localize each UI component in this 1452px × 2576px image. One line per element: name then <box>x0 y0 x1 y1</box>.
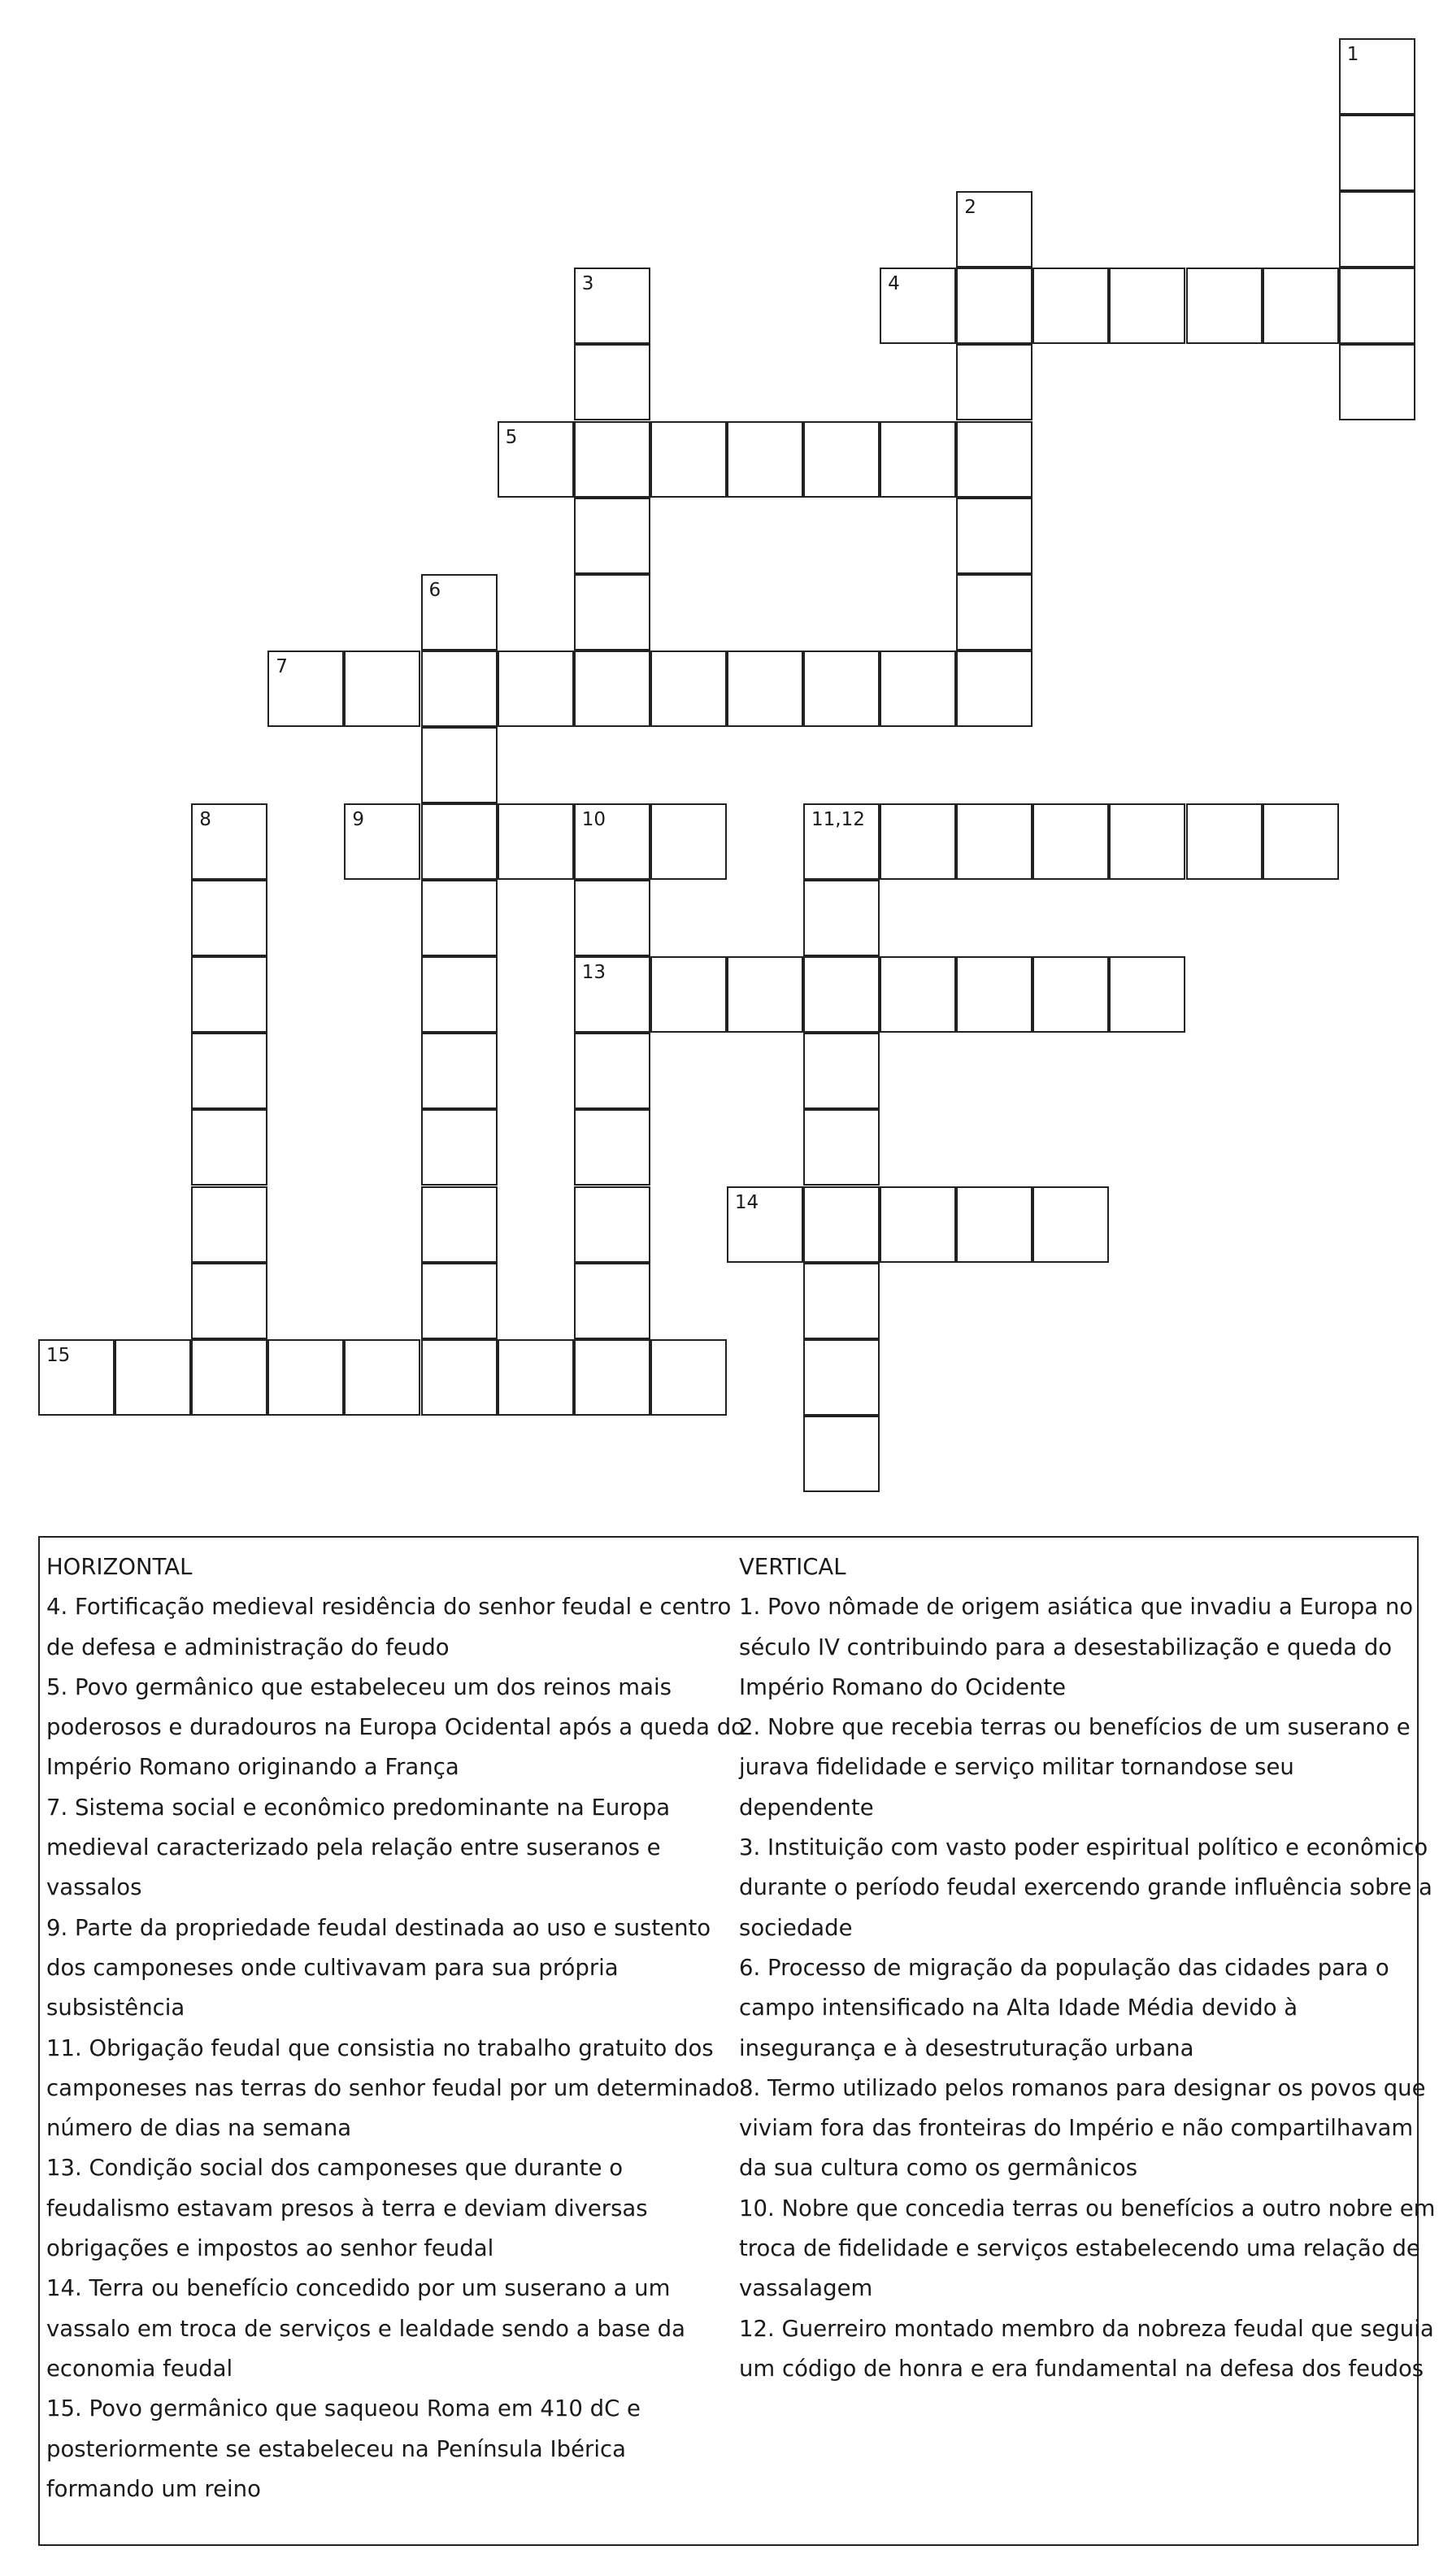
grid-cell[interactable] <box>1109 956 1185 1033</box>
grid-cell[interactable] <box>803 421 880 498</box>
grid-cell[interactable] <box>727 956 803 1033</box>
vertical-clue-line: dependente <box>739 1794 874 1821</box>
grid-cell[interactable] <box>650 651 727 727</box>
grid-cell[interactable] <box>803 1263 880 1339</box>
horizontal-clue-line: 14. Terra ou benefício concedido por um suserano a um <box>46 2275 671 2302</box>
grid-cell[interactable] <box>421 1339 498 1416</box>
clue-number: 9 <box>352 809 365 830</box>
vertical-clue-line: 1. Povo nômade de origem asiática que invadiu a Europa no <box>739 1594 1414 1621</box>
grid-cell[interactable] <box>650 803 727 880</box>
grid-cell[interactable] <box>803 1339 880 1416</box>
grid-cell[interactable] <box>727 651 803 727</box>
vertical-clue-line: 12. Guerreiro montado membro da nobreza feudal que seguia <box>739 2315 1434 2342</box>
grid-cell[interactable] <box>421 1263 498 1339</box>
grid-cell[interactable] <box>498 651 574 727</box>
grid-cell[interactable] <box>191 1263 267 1339</box>
horizontal-clue-line: medieval caracterizado pela relação entre suseranos e <box>46 1834 661 1861</box>
horizontal-clue-line: 7. Sistema social e econômico predominante na Europa <box>46 1794 671 1821</box>
grid-cell[interactable] <box>421 1186 498 1263</box>
grid-cell[interactable] <box>574 421 650 498</box>
grid-cell[interactable] <box>956 498 1032 574</box>
grid-cell[interactable] <box>803 1416 880 1492</box>
grid-cell[interactable] <box>880 268 956 344</box>
grid-cell[interactable] <box>38 1339 115 1416</box>
grid-cell[interactable] <box>191 1109 267 1186</box>
clue-number: 5 <box>505 426 518 448</box>
horizontal-heading: HORIZONTAL <box>46 1554 193 1580</box>
clue-number: 6 <box>428 579 441 601</box>
vertical-clue-line: durante o período feudal exercendo grande influência sobre a <box>739 1874 1432 1901</box>
grid-cell[interactable] <box>344 651 420 727</box>
grid-cell[interactable] <box>1109 268 1185 344</box>
vertical-clue-line: da sua cultura como os germânicos <box>739 2155 1138 2182</box>
clue-number: 14 <box>734 1191 759 1213</box>
grid-cell[interactable] <box>498 803 574 880</box>
clue-number: 7 <box>276 655 288 677</box>
grid-cell[interactable] <box>115 1339 191 1416</box>
grid-cell[interactable] <box>574 1033 650 1109</box>
horizontal-clue-line: economia feudal <box>46 2355 233 2382</box>
horizontal-clue-line: subsistência <box>46 1995 185 2021</box>
grid-cell[interactable] <box>1186 268 1263 344</box>
vertical-clue-line: 2. Nobre que recebia terras ou benefícios de um suserano e <box>739 1714 1411 1741</box>
clue-number: 1 <box>1346 44 1359 65</box>
grid-cell[interactable] <box>191 880 267 956</box>
grid-cell[interactable] <box>574 268 650 344</box>
grid-cell[interactable] <box>956 651 1032 727</box>
grid-cell[interactable] <box>191 1339 267 1416</box>
grid-cell[interactable] <box>803 1033 880 1109</box>
grid-cell[interactable] <box>880 1186 956 1263</box>
grid-cell[interactable] <box>1032 268 1109 344</box>
grid-cell[interactable] <box>191 1033 267 1109</box>
grid-cell[interactable] <box>1339 268 1415 344</box>
horizontal-clue-line: 9. Parte da propriedade feudal destinada ao uso e sustento <box>46 1914 711 1941</box>
grid-cell[interactable] <box>650 421 727 498</box>
horizontal-clue-line: posteriormente se estabeleceu na Península Ibérica <box>46 2435 626 2462</box>
grid-cell[interactable] <box>421 956 498 1033</box>
vertical-clue-line: viviam fora das fronteiras do Império e não compartilhavam <box>739 2115 1414 2142</box>
grid-cell[interactable] <box>574 880 650 956</box>
grid-cell[interactable] <box>574 498 650 574</box>
grid-cell[interactable] <box>574 1263 650 1339</box>
horizontal-clue-list <box>46 1587 745 2509</box>
horizontal-clue-line: número de dias na semana <box>46 2115 352 2142</box>
grid-cell[interactable] <box>880 421 956 498</box>
clue-number: 8 <box>199 809 211 830</box>
grid-cell[interactable] <box>803 651 880 727</box>
vertical-clue-line: Império Romano do Ocidente <box>739 1673 1067 1700</box>
horizontal-clue-line: de defesa e administração do feudo <box>46 1634 450 1660</box>
vertical-heading: VERTICAL <box>739 1554 846 1580</box>
grid-cell[interactable] <box>498 1339 574 1416</box>
grid-cell[interactable] <box>421 574 498 651</box>
clue-number: 2 <box>964 197 976 219</box>
grid-cell[interactable] <box>880 651 956 727</box>
vertical-clue-line: um código de honra e era fundamental na defesa dos feudos <box>739 2355 1424 2382</box>
grid-cell[interactable] <box>803 880 880 956</box>
horizontal-clue-line: 4. Fortificação medieval residência do senhor feudal e centro <box>46 1594 732 1621</box>
grid-cell[interactable] <box>803 1186 880 1263</box>
grid-cell[interactable] <box>1263 803 1339 880</box>
grid-cell[interactable] <box>803 803 880 880</box>
vertical-clue-line: jurava fidelidade e serviço militar tornandose seu <box>739 1754 1294 1781</box>
vertical-clues <box>739 1547 1436 2389</box>
horizontal-clue-line: poderosos e duradouros na Europa Ocidental após a queda do <box>46 1714 745 1741</box>
vertical-clue-line: troca de fidelidade e serviços estabelecendo uma relação de <box>739 2235 1420 2262</box>
horizontal-clue-line: vassalo em troca de serviços e lealdade sendo a base da <box>46 2315 685 2342</box>
grid-cell[interactable] <box>574 574 650 651</box>
vertical-clue-line: 10. Nobre que concedia terras ou benefícios a outro nobre em <box>739 2195 1436 2221</box>
grid-cell[interactable] <box>421 727 498 803</box>
clue-box <box>38 1536 1436 2546</box>
grid-cell[interactable] <box>267 651 344 727</box>
horizontal-clue-line: 15. Povo germânico que saqueou Roma em 410 dC e <box>46 2395 641 2422</box>
vertical-clue-line: 8. Termo utilizado pelos romanos para designar os povos que <box>739 2074 1426 2101</box>
grid-cell[interactable] <box>267 1339 344 1416</box>
grid-cell[interactable] <box>1339 38 1415 115</box>
grid-cell[interactable] <box>574 1109 650 1186</box>
grid-cell[interactable] <box>1032 1186 1109 1263</box>
grid-cell[interactable] <box>880 803 956 880</box>
horizontal-clue-line: formando um reino <box>46 2475 261 2502</box>
grid-cell[interactable] <box>1339 115 1415 191</box>
grid-cell[interactable] <box>421 803 498 880</box>
horizontal-clue-line: vassalos <box>46 1874 142 1901</box>
clue-number: 13 <box>581 962 606 984</box>
grid-cell[interactable] <box>574 1339 650 1416</box>
grid-cell[interactable] <box>956 268 1032 344</box>
grid-cell[interactable] <box>344 1339 420 1416</box>
vertical-clue-line: campo intensificado na Alta Idade Média devido à <box>739 1995 1298 2021</box>
grid-cell[interactable] <box>574 344 650 420</box>
grid-cell[interactable] <box>1263 268 1339 344</box>
horizontal-clue-line: obrigações e impostos ao senhor feudal <box>46 2235 494 2262</box>
grid-cell[interactable] <box>1186 803 1263 880</box>
horizontal-clue-line: 11. Obrigação feudal que consistia no trabalho gratuito dos <box>46 2034 714 2061</box>
grid-cell[interactable] <box>191 803 267 880</box>
grid-cell[interactable] <box>421 880 498 956</box>
grid-cell[interactable] <box>574 651 650 727</box>
horizontal-clue-line: feudalismo estavam presos à terra e deviam diversas <box>46 2195 648 2221</box>
vertical-clue-line: século IV contribuindo para a desestabilização e queda do <box>739 1634 1393 1660</box>
grid-cell[interactable] <box>421 1109 498 1186</box>
grid-cell[interactable] <box>1339 344 1415 420</box>
grid-cell[interactable] <box>1032 803 1109 880</box>
grid-cell[interactable] <box>803 956 880 1033</box>
horizontal-clue-line: Império Romano originando a França <box>46 1754 459 1781</box>
vertical-clue-line: sociedade <box>739 1914 853 1941</box>
clue-number: 11,12 <box>811 809 865 830</box>
clue-number: 3 <box>581 273 594 295</box>
vertical-clue-list <box>739 1587 1436 2389</box>
grid-cell[interactable] <box>191 1186 267 1263</box>
grid-cell[interactable] <box>344 803 420 880</box>
grid-cell[interactable] <box>956 956 1032 1033</box>
grid-cell[interactable] <box>574 803 650 880</box>
grid-cell[interactable] <box>650 956 727 1033</box>
grid-cell[interactable] <box>421 651 498 727</box>
horizontal-clue-line: 13. Condição social dos camponeses que durante o <box>46 2155 624 2182</box>
grid-cell[interactable] <box>498 421 574 498</box>
grid-cell[interactable] <box>574 956 650 1033</box>
grid-cell[interactable] <box>191 956 267 1033</box>
grid-cell[interactable] <box>574 1186 650 1263</box>
horizontal-clue-line: camponeses nas terras do senhor feudal por um determinado <box>46 2074 740 2101</box>
grid-cell[interactable] <box>1109 803 1185 880</box>
horizontal-clue-line: dos camponeses onde cultivavam para sua própria <box>46 1954 619 1981</box>
grid-cell[interactable] <box>956 803 1032 880</box>
vertical-clue-line: insegurança e à desestruturação urbana <box>739 2034 1194 2061</box>
grid-cell[interactable] <box>880 956 956 1033</box>
horizontal-clue-line: 5. Povo germânico que estabeleceu um dos reinos mais <box>46 1673 672 1700</box>
clue-number: 10 <box>581 809 606 830</box>
vertical-clue-line: 6. Processo de migração da população das cidades para o <box>739 1954 1389 1981</box>
grid-cell[interactable] <box>956 344 1032 420</box>
grid-cell[interactable] <box>421 1033 498 1109</box>
clue-number: 15 <box>46 1344 71 1366</box>
grid-cell[interactable] <box>956 1186 1032 1263</box>
grid-cell[interactable] <box>727 421 803 498</box>
vertical-clue-line: 3. Instituição com vasto poder espiritual político e econômico <box>739 1834 1428 1861</box>
grid-cell[interactable] <box>727 1186 803 1263</box>
vertical-clue-line: vassalagem <box>739 2275 873 2302</box>
clue-number: 4 <box>888 273 900 295</box>
grid-cell[interactable] <box>956 191 1032 268</box>
grid-cell[interactable] <box>1032 956 1109 1033</box>
grid-cell[interactable] <box>803 1109 880 1186</box>
horizontal-clues <box>46 1547 745 2509</box>
grid-cell[interactable] <box>650 1339 727 1416</box>
grid-cell[interactable] <box>956 574 1032 651</box>
grid-cell[interactable] <box>1339 191 1415 268</box>
grid-cell[interactable] <box>956 421 1032 498</box>
